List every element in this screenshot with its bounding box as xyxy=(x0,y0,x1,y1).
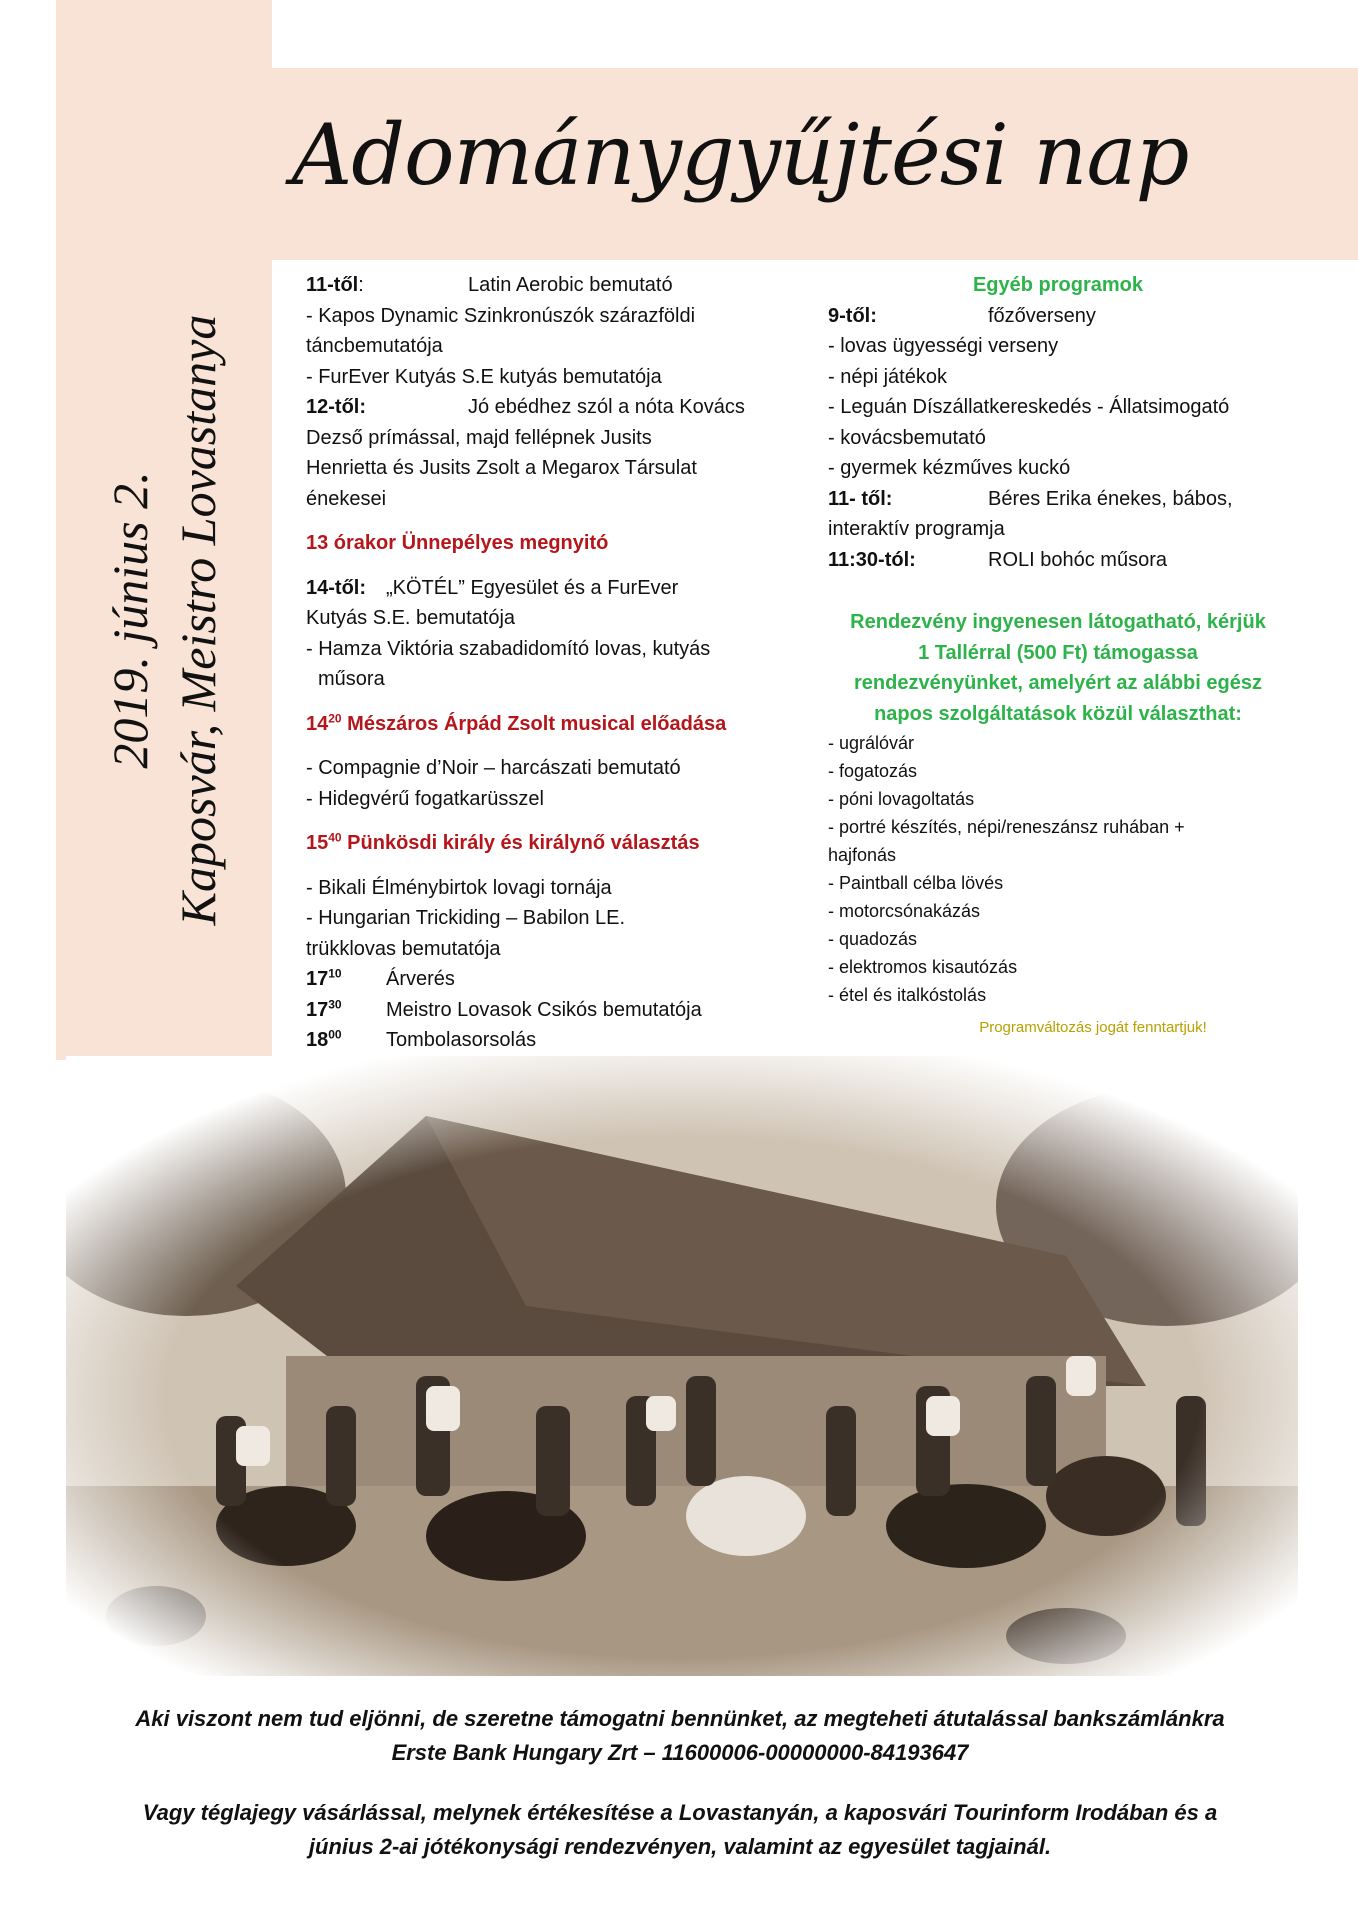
program-line: - Kapos Dynamic Szinkronúszók szárazföldi xyxy=(306,304,696,327)
program-line: Henrietta és Jusits Zsolt a Megarox Társulat xyxy=(306,457,697,479)
highlight-opening: 13 órakor Ünnepélyes megnyitó xyxy=(306,532,609,554)
minute: 00 xyxy=(328,1027,342,1042)
schedule-row xyxy=(306,1025,806,1056)
program-text: Jó ebédhez szól a nóta Kovács xyxy=(468,396,745,418)
minute: 10 xyxy=(328,966,342,981)
notice-line: 1 Tallérral (500 Ft) támogassa xyxy=(918,641,1198,664)
time-label: 11-től xyxy=(306,274,359,296)
bank-account: Erste Bank Hungary Zrt – 11600006-00000000-84193647 xyxy=(391,1740,969,1765)
schedule-row xyxy=(306,995,806,1026)
minute: 20 xyxy=(328,710,342,725)
program-left-column xyxy=(306,270,806,1056)
program-text: főzőverseny xyxy=(988,304,1096,327)
time-label: 9-től: xyxy=(828,304,877,327)
hour: 14 xyxy=(306,712,329,735)
group-photo xyxy=(66,1056,1298,1676)
list-item: - portré készítés, népi/reneszánsz ruhában + xyxy=(828,817,1185,837)
change-notice: Programváltozás jogát fenntartjuk! xyxy=(979,1019,1207,1036)
notice-line: Rendezvény ingyenesen látogatható, kérjük xyxy=(850,611,1266,633)
program-line: - kovácsbemutató xyxy=(828,426,986,449)
photo-illustration xyxy=(66,1056,1298,1676)
program-line: - népi játékok xyxy=(828,365,947,388)
free-entry-notice xyxy=(828,607,1288,729)
notice-line: rendezvényünket, amelyért az alábbi egész xyxy=(854,672,1262,694)
program-line: táncbemutatója xyxy=(306,335,443,357)
event-date: 2019. június 2. xyxy=(102,471,158,769)
program-row xyxy=(828,484,1288,515)
program-line: - Hamza Viktória szabadidomító lovas, kutyás xyxy=(306,637,711,660)
schedule-text: Árverés xyxy=(386,968,455,990)
list-item: - quadozás xyxy=(828,929,918,949)
program-line: - lovas ügyességi verseny xyxy=(828,335,1059,357)
program-row xyxy=(306,573,806,604)
list-item: - fogatozás xyxy=(828,761,918,781)
program-line: - Leguán Díszállatkereskedés - Állatsimogató xyxy=(828,396,1230,418)
services-list xyxy=(828,729,1288,1009)
program-row xyxy=(828,545,1288,576)
list-item: hajfonás xyxy=(828,845,897,865)
program-text: Béres Erika énekes, bábos, xyxy=(988,487,1233,510)
list-item: - elektromos kisautózás xyxy=(828,957,1018,977)
program-row xyxy=(306,392,806,423)
program-line: - Hidegvérű fogatkarüsszel xyxy=(306,787,544,810)
program-row xyxy=(828,301,1288,332)
program-text: ROLI bohóc műsora xyxy=(988,548,1167,571)
program-line: - Compagnie d’Noir – harcászati bemutató xyxy=(306,757,681,779)
program-text: Latin Aerobic bemutató xyxy=(468,274,673,296)
list-item: - Paintball célba lövés xyxy=(828,873,1004,893)
highlight-text: Mészáros Árpád Zsolt musical előadása xyxy=(341,712,727,735)
hour: 15 xyxy=(306,832,329,854)
separator: : xyxy=(358,274,364,296)
ticket-info-line: Vagy téglajegy vásárlással, melynek értékesítése a Lovastanyán, a kaposvári Tourinform Irodában és a xyxy=(142,1800,1218,1825)
page-title: Adománygyűjtési nap xyxy=(291,106,1189,204)
program-line: interaktív programja xyxy=(828,518,1005,540)
schedule-text: Meistro Lovasok Csikós bemutatója xyxy=(386,998,702,1021)
time-label: 11:30-tól: xyxy=(828,548,916,571)
list-item: - póni lovagoltatás xyxy=(828,789,975,809)
time-label: 14-től: xyxy=(306,576,366,599)
minute: 40 xyxy=(328,830,342,845)
other-programs-heading: Egyéb programok xyxy=(972,274,1144,296)
brick-ticket-info xyxy=(80,1796,1280,1864)
program-right-column xyxy=(828,270,1288,1044)
bank-info-line: Aki viszont nem tud eljönni, de szeretne támogatni bennünket, az megteheti átutalással bankszámlánkra xyxy=(135,1706,1225,1731)
highlight-text: Pünkösdi király és királynő választás xyxy=(341,832,700,854)
program-line: trükklovas bemutatója xyxy=(306,937,501,960)
program-line: - Hungarian Trickiding – Babilon LE. xyxy=(306,907,626,929)
event-place: Kaposvár, Meistro Lovastanya xyxy=(170,314,226,926)
hour: 18 xyxy=(306,1029,329,1051)
ticket-info-line: június 2-ai jótékonysági rendezvényen, valamint az egyesület tagjainál. xyxy=(308,1834,1052,1859)
time-label: 12-től: xyxy=(306,396,366,418)
bank-transfer-info xyxy=(80,1702,1280,1770)
program-line: Dezső prímással, majd fellépnek Jusits xyxy=(306,426,652,449)
side-caption xyxy=(96,315,232,926)
schedule-text: Tombolasorsolás xyxy=(386,1029,537,1051)
program-line: énekesei xyxy=(306,487,387,510)
notice-line: napos szolgáltatások közül választhat: xyxy=(874,702,1242,725)
program-line: Kutyás S.E. bemutatója xyxy=(306,607,516,629)
program-line: - Bikali Élménybirtok lovagi tornája xyxy=(306,876,612,899)
program-line: - FurEver Kutyás S.E kutyás bemutatója xyxy=(306,365,662,388)
schedule-row xyxy=(306,964,806,995)
program-text: „KÖTÉL” Egyesület és a FurEver xyxy=(386,576,679,599)
program-line: - gyermek kézműves kuckó xyxy=(828,457,1071,479)
hour: 17 xyxy=(306,998,329,1021)
list-item: - motorcsónakázás xyxy=(828,901,981,921)
time-label: 11- től: xyxy=(828,487,893,510)
program-line: műsora xyxy=(318,668,385,690)
minute: 30 xyxy=(328,996,342,1011)
list-item: - ugrálóvár xyxy=(828,733,915,753)
program-row xyxy=(306,270,806,301)
highlight-musical xyxy=(306,709,806,740)
hour: 17 xyxy=(306,968,329,990)
list-item: - étel és italkóstolás xyxy=(828,985,987,1005)
highlight-royal xyxy=(306,828,806,859)
